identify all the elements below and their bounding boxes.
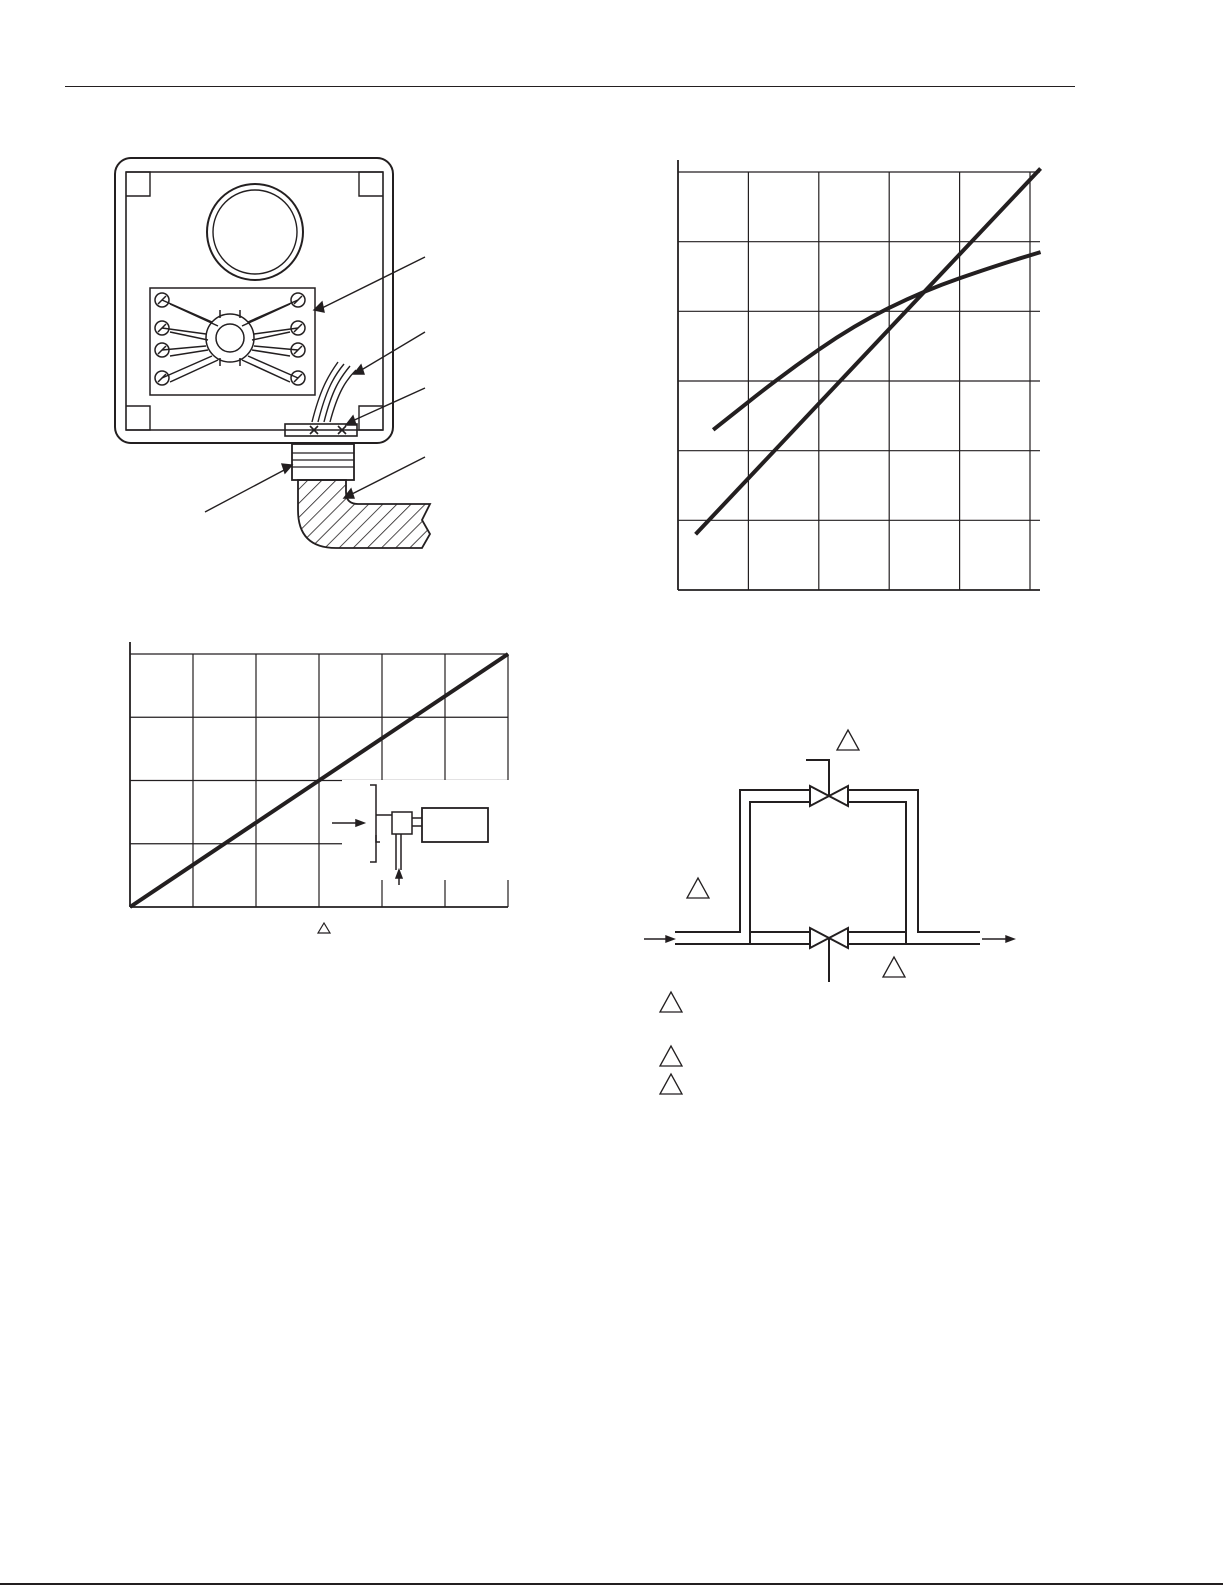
linear-chart bbox=[110, 630, 540, 950]
triangle-marker-icon bbox=[318, 923, 330, 933]
corner-notch bbox=[359, 406, 383, 430]
crossing-chart bbox=[660, 148, 1060, 608]
terminal-board-icon bbox=[150, 288, 315, 395]
triangle-marker-icon bbox=[837, 730, 859, 750]
conduit-fitting-icon bbox=[292, 444, 354, 480]
corner-notch bbox=[359, 172, 383, 196]
controller-box-icon bbox=[422, 808, 488, 842]
triangle-marker-icon bbox=[660, 992, 682, 1012]
lead-wires-icon bbox=[312, 362, 356, 422]
header-rule bbox=[65, 86, 1075, 87]
triangle-marker-icon bbox=[883, 957, 905, 977]
triangle-marker-icon bbox=[660, 1074, 682, 1094]
bypass-diagram bbox=[630, 720, 1050, 1110]
series-line-1 bbox=[696, 169, 1041, 535]
flexible-conduit-icon bbox=[298, 480, 430, 548]
enclosure-figure bbox=[100, 150, 440, 570]
corner-notch bbox=[126, 406, 150, 430]
corner-notch bbox=[126, 172, 150, 196]
triangle-marker-icon bbox=[660, 1046, 682, 1066]
globe-valve-icon bbox=[806, 760, 848, 806]
globe-valve-icon bbox=[810, 928, 848, 982]
triangle-marker-icon bbox=[687, 878, 709, 898]
enclosure-outer bbox=[115, 158, 393, 443]
indicator-window bbox=[207, 184, 303, 280]
